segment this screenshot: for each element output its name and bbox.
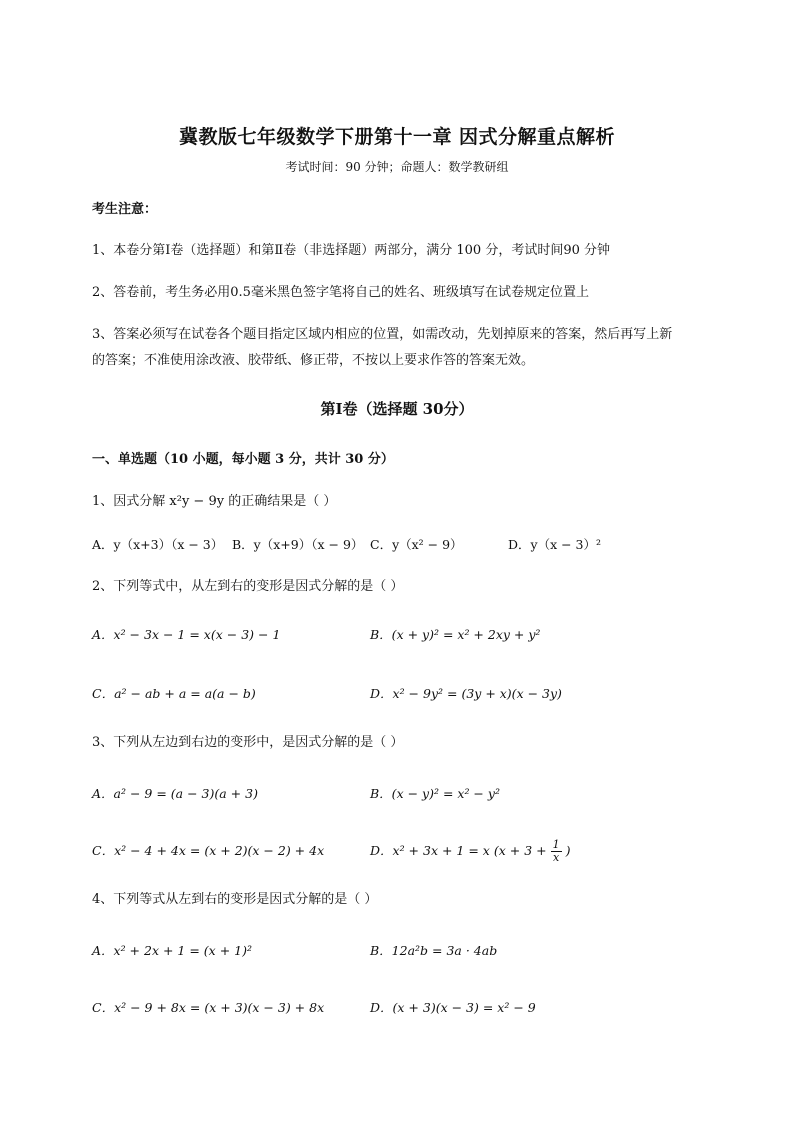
notice-item-2: 2、答卷前，考生务必用0.5毫米黑色签字笔将自己的姓名、班级填写在试卷规定位置上 xyxy=(92,285,589,300)
q3-option-d-close: ) xyxy=(565,843,571,858)
notice-item-3-cont: 的答案；不准使用涂改液、胶带纸、修正带，不按以上要求作答的答案无效。 xyxy=(92,353,535,368)
part-heading: 一、单选题（10 小题，每小题 3 分，共计 30 分） xyxy=(92,452,394,467)
q2-option-c: C．a² − ab + a = a(a − b) xyxy=(92,686,256,701)
q4-option-b: B．12a²b = 3a · 4ab xyxy=(370,943,498,958)
question-4-stem: 4、下列等式从左到右的变形是因式分解的是（ ） xyxy=(92,892,378,907)
fraction-denominator: x xyxy=(552,851,560,864)
q2-option-d: D．x² − 9y² = (3y + x)(x − 3y) xyxy=(370,686,562,701)
exam-title: 冀教版七年级数学下册第十一章 因式分解重点解析 xyxy=(178,126,616,148)
q3-option-d xyxy=(370,835,570,867)
q3-option-b: B．(x − y)² = x² − y² xyxy=(370,786,500,801)
q1-option-a: A．y（x+3）（x − 3） xyxy=(92,537,224,552)
q2-option-a: A．x² − 3x − 1 = x(x − 3) − 1 xyxy=(92,627,281,642)
exam-subtitle: 考试时间：90 分钟；命题人：数学教研组 xyxy=(285,160,509,174)
q4-option-a: A．x² + 2x + 1 = (x + 1)² xyxy=(92,943,252,958)
q4-option-c: C．x² − 9 + 8x = (x + 3)(x − 3) + 8x xyxy=(92,1000,325,1015)
q1-option-c: C．y（x² − 9） xyxy=(370,537,463,552)
q3-option-d-fraction xyxy=(551,839,562,864)
question-1-stem: 1、因式分解 x²y − 9y 的正确结果是（ ） xyxy=(92,494,337,509)
question-2-stem: 2、下列等式中，从左到右的变形是因式分解的是（ ） xyxy=(92,579,404,594)
q1-option-d: D．y（x − 3）² xyxy=(508,537,602,552)
fraction-numerator: 1 xyxy=(552,838,560,851)
q2-option-b: B．(x + y)² = x² + 2xy + y² xyxy=(370,627,541,642)
q3-option-d-open: (x + 3 + xyxy=(493,843,551,858)
section-title: 第Ⅰ卷（选择题 30分） xyxy=(320,400,474,418)
q3-option-a: A．a² − 9 = (a − 3)(a + 3) xyxy=(92,786,258,801)
question-3-stem: 3、下列从左边到右边的变形中，是因式分解的是（ ） xyxy=(92,735,404,750)
q3-option-c: C．x² − 4 + 4x = (x + 2)(x − 2) + 4x xyxy=(92,843,325,858)
q1-option-b: B．y（x+9）（x − 9） xyxy=(232,537,364,552)
notice-item-3: 3、答案必须写在试卷各个题目指定区域内相应的位置，如需改动，先划掉原来的答案，然后再写上新 xyxy=(92,327,673,342)
q3-option-d-lead: D．x² + 3x + 1 = x xyxy=(370,843,490,858)
notice-heading: 考生注意： xyxy=(92,202,158,217)
q4-option-d: D．(x + 3)(x − 3) = x² − 9 xyxy=(370,1000,536,1015)
notice-item-1: 1、本卷分第Ⅰ卷（选择题）和第Ⅱ卷（非选择题）两部分，满分 100 分，考试时间90 分钟 xyxy=(92,243,610,258)
